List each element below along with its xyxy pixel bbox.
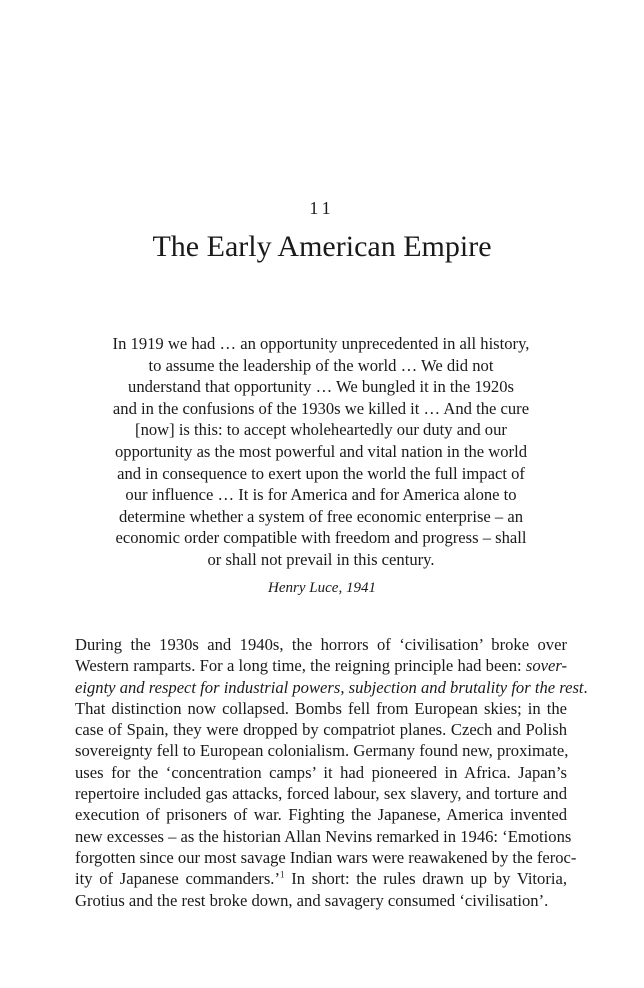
epigraph-attribution: Henry Luce, 1941 xyxy=(268,580,376,596)
body-italic-span: eignty and respect for industrial powers, subjection and brutality for the rest xyxy=(75,677,584,697)
epigraph-line: economic order compatible with freedom and progress – shall xyxy=(115,528,527,548)
body-line: repertoire included gas attacks, forced labour, sex slavery, and torture and xyxy=(75,784,567,804)
body-line xyxy=(75,655,567,676)
body-text-span: ity of Japanese commanders.’ xyxy=(75,869,280,889)
body-text-span: In short: the rules drawn up by Vitoria, xyxy=(284,869,567,889)
body-line: sovereignty fell to European colonialism. Germany found new, proximate, xyxy=(75,741,569,761)
epigraph-line: to assume the leadership of the world … We did not xyxy=(148,355,494,375)
body-paragraph xyxy=(75,634,588,911)
epigraph-line: and in the confusions of the 1930s we killed it … And the cure xyxy=(112,398,530,418)
epigraph-line: [now] is this: to accept wholeheartedly our duty and our xyxy=(135,420,507,440)
body-line: During the 1930s and 1940s, the horrors of ‘civilisation’ broke over xyxy=(75,635,567,654)
body-italic-span: sover- xyxy=(525,656,567,676)
body-line: That distinction now collapsed. Bombs fell from European skies; in the xyxy=(75,698,567,718)
body-line: uses for the ‘concentration camps’ it had pioneered in Africa. Japan’s xyxy=(75,762,567,782)
body-line xyxy=(75,868,567,889)
epigraph xyxy=(96,333,546,571)
chapter-number: 11 xyxy=(309,198,335,218)
body-line: case of Spain, they were dropped by compatriot planes. Czech and Polish xyxy=(75,720,567,740)
body-line xyxy=(75,677,588,698)
body-line: forgotten since our most savage Indian wars were reawakened by the feroc- xyxy=(75,847,577,867)
epigraph-line: understand that opportunity … We bungled it in the 1920s xyxy=(128,377,514,397)
epigraph-line: opportunity as the most powerful and vital nation in the world xyxy=(114,441,527,461)
epigraph-line: and in consequence to exert upon the world the full impact of xyxy=(117,463,525,483)
footnote-marker[interactable]: 1 xyxy=(279,869,285,880)
body-text-span: . xyxy=(583,677,588,697)
body-line: Grotius and the rest broke down, and savagery consumed ‘civilisation’. xyxy=(75,890,549,910)
epigraph-line: our influence … It is for America and for America alone to xyxy=(125,485,517,505)
body-text-span: Western ramparts. For a long time, the reigning principle had been: xyxy=(75,656,522,676)
chapter-title: The Early American Empire xyxy=(152,230,492,263)
body-line: new excesses – as the historian Allan Nevins remarked in 1946: ‘Emotions xyxy=(75,826,572,846)
epigraph-line: determine whether a system of free economic enterprise – an xyxy=(118,506,524,526)
epigraph-line: or shall not prevail in this century. xyxy=(207,549,435,569)
body-line: execution of prisoners of war. Fighting the Japanese, America invented xyxy=(75,805,567,825)
epigraph-line: In 1919 we had … an opportunity unprecedented in all history, xyxy=(112,334,530,353)
